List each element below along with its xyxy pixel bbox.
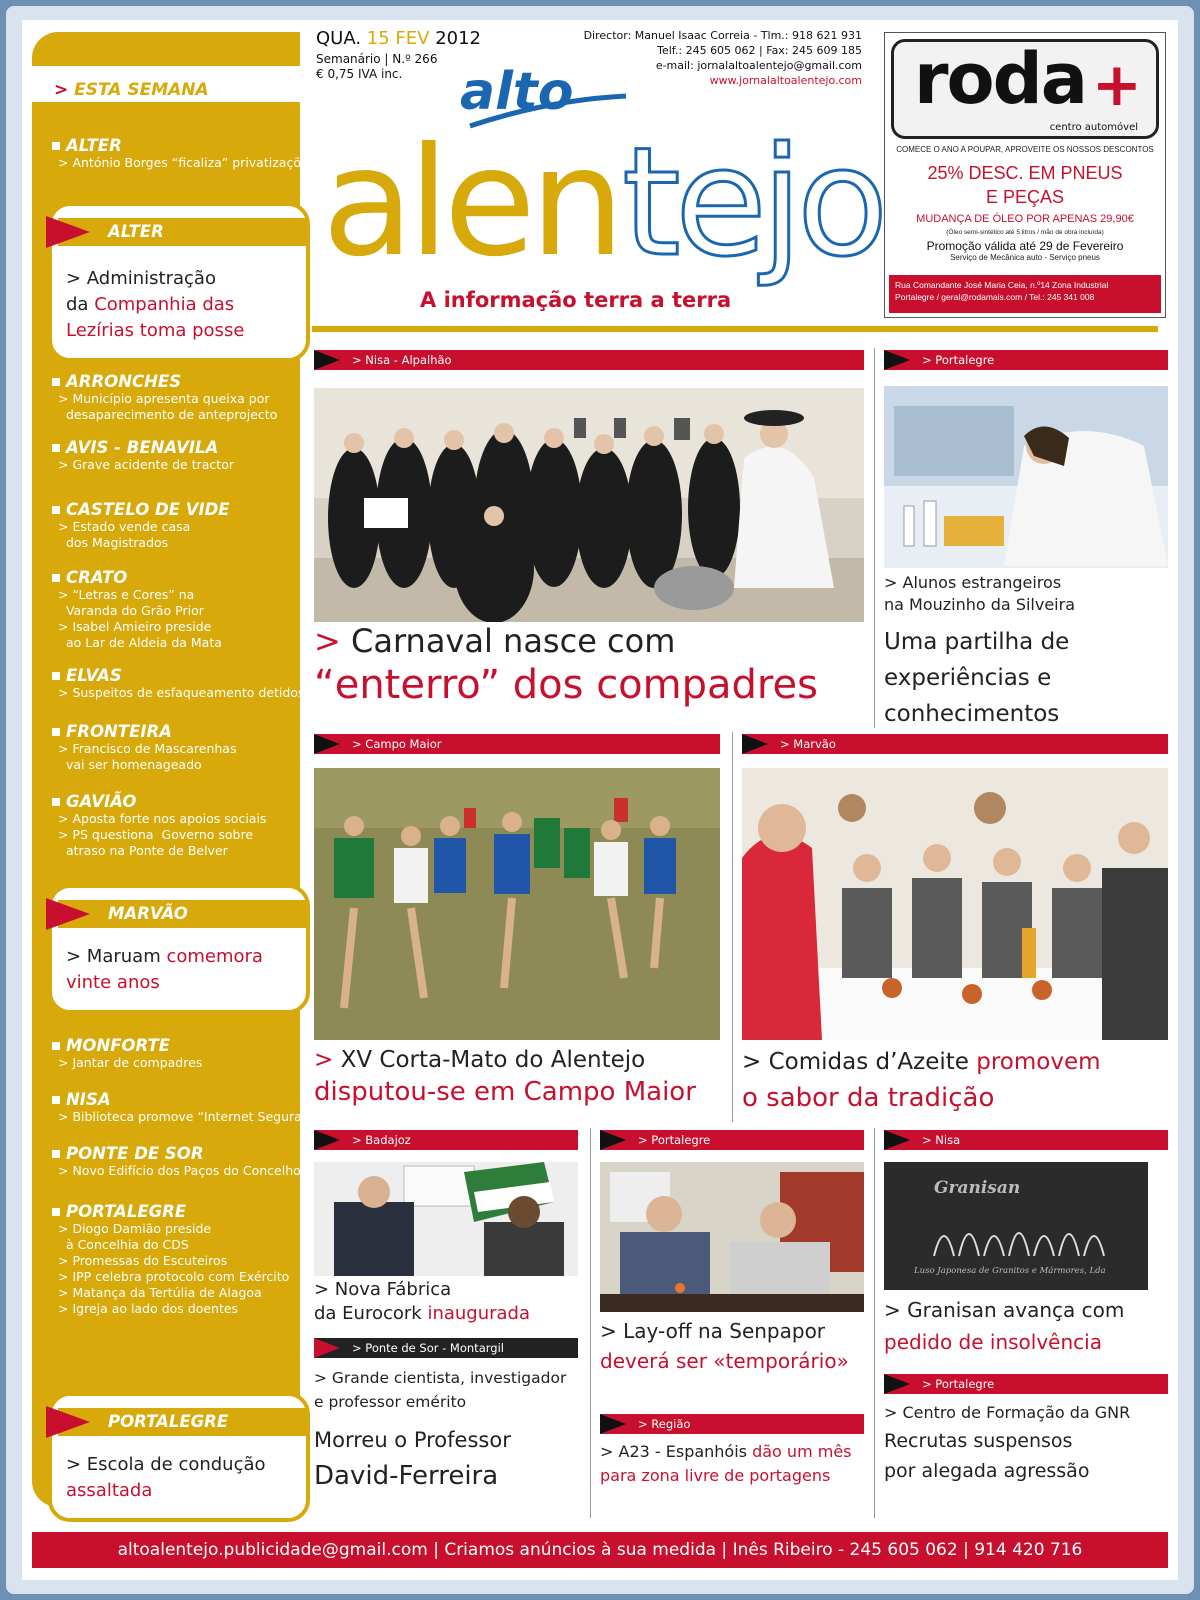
callout-text: > Administração da Companhia das Lezírias toma posse bbox=[66, 268, 245, 341]
sidebar-section-alter[interactable]: ALTER > António Borges “ficaliza” privatizações bbox=[52, 136, 315, 171]
column-divider bbox=[874, 348, 875, 728]
photo-comidas-azeite[interactable] bbox=[742, 768, 1168, 1040]
ad-line: Promoção válida até 29 de Fevereiro bbox=[926, 239, 1124, 253]
section-tag-portalegre-2: > Portalegre bbox=[600, 1130, 864, 1150]
issue-info: Semanário | N.º 266 € 0,75 IVA inc. bbox=[316, 52, 438, 81]
ad-line: MUDANÇA DE ÓLEO POR APENAS 29,90€ bbox=[916, 213, 1134, 225]
issue-date: QUA. 15 FEV 2012 bbox=[316, 28, 482, 49]
granisan-logo-icon bbox=[924, 1206, 1114, 1262]
headline-a23[interactable]: > A23 - Espanhóis dão um mês para zona livre de portagens bbox=[600, 1442, 852, 1485]
masthead-rule bbox=[312, 326, 1158, 332]
section-tag-campo-maior: > Campo Maior bbox=[314, 734, 720, 754]
callout-title-bar: MARVÃO bbox=[58, 900, 308, 928]
kicker-cientista: > Grande cientista, investigador e professor emérito bbox=[314, 1369, 567, 1411]
callout-title-bar: PORTALEGRE bbox=[58, 1408, 308, 1436]
ad-headline: 25% DESC. EM PNEUS E PEÇAS bbox=[927, 163, 1123, 207]
logo-alen: alen bbox=[322, 116, 619, 290]
headline-partilha[interactable]: Uma partilha de experiências e conhecimentos bbox=[884, 629, 1070, 727]
sidebar bbox=[32, 32, 316, 1507]
sidebar-section-elvas[interactable]: ELVAS > Suspeitos de esfaqueamento detidos bbox=[52, 666, 304, 701]
sidebar-section-fronteira[interactable]: FRONTEIRA > Francisco de Mascarenhas vai ser homenageado bbox=[52, 722, 236, 773]
logo-tejo: tejo bbox=[622, 116, 883, 290]
headline-carnaval[interactable]: > Carnaval nasce com “enterro” dos compadres bbox=[314, 622, 818, 708]
sidebar-section-crato[interactable]: CRATO > “Letras e Cores” na Varanda do Grão Prior > Isabel Amieiro preside ao Lar de Aldeia da Mata bbox=[52, 568, 222, 651]
section-tag-nisa: > Nisa bbox=[884, 1130, 1168, 1150]
sidebar-section-arronches[interactable]: ARRONCHES > Município apresenta queixa por desaparecimento de anteprojecto bbox=[52, 372, 277, 423]
column-divider bbox=[732, 732, 733, 1122]
newspaper-front-page bbox=[22, 20, 1178, 1580]
photo-senpapor[interactable] bbox=[600, 1162, 864, 1312]
ad-line: Serviço de Mecânica auto - Serviço pneus bbox=[950, 253, 1100, 262]
headline-senpapor[interactable]: > Lay-off na Senpapor deverá ser «temporário» bbox=[600, 1319, 849, 1373]
headline-recrutas[interactable]: Recrutas suspensos por alegada agressão bbox=[884, 1430, 1090, 1482]
section-tag-nisa-alpalhao: > Nisa - Alpalhão bbox=[314, 350, 864, 370]
headline-granisan[interactable]: > Granisan avança com pedido de insolvência bbox=[884, 1298, 1125, 1354]
sidebar-section-nisa[interactable]: NISA > Biblioteca promove “Internet Segura” bbox=[52, 1090, 308, 1125]
photo-corta-mato[interactable] bbox=[314, 768, 720, 1040]
sidebar-section-monforte[interactable]: MONFORTE > Jantar de compadres bbox=[52, 1036, 202, 1071]
callout-text: > Escola de condução assaltada bbox=[66, 1454, 266, 1501]
callout-flag-icon bbox=[46, 1406, 90, 1438]
column-divider bbox=[590, 1128, 591, 1518]
sidebar-section-castelo-de-vide[interactable]: CASTELO DE VIDE > Estado vende casa dos Magistrados bbox=[52, 500, 230, 551]
kicker-gnr: > Centro de Formação da GNR bbox=[884, 1403, 1131, 1422]
callout-portalegre[interactable] bbox=[48, 1392, 310, 1522]
headline-david-ferreira[interactable]: Morreu o Professor David-Ferreira bbox=[314, 1428, 511, 1491]
sidebar-section-gaviao[interactable]: GAVIÃO > Aposta forte nos apoios sociais > PS questiona Governo sobre atraso na Ponte de Belver bbox=[52, 792, 266, 859]
granisan-sign-text: Granisan bbox=[934, 1178, 1021, 1198]
photo-eurocork[interactable] bbox=[314, 1162, 578, 1276]
photo-granisan[interactable] bbox=[884, 1162, 1148, 1290]
section-tag-portalegre-3: > Portalegre bbox=[884, 1374, 1168, 1394]
kicker-alunos: > Alunos estrangeiros na Mouzinho da Silveira bbox=[884, 573, 1075, 614]
headline-eurocork[interactable]: > Nova Fábrica da Eurocork inaugurada bbox=[314, 1279, 531, 1324]
section-tag-marvao: > Marvão bbox=[742, 734, 1168, 754]
callout-text: > Maruam comemora vinte anos bbox=[66, 946, 263, 993]
ad-line: (Óleo semi-sintético até 5 litros / mão de obra incluída) bbox=[946, 229, 1104, 236]
section-tag-badajoz: > Badajoz bbox=[314, 1130, 578, 1150]
website-link[interactable]: www.jornalaltoalentejo.com bbox=[709, 74, 862, 87]
contact-block: Director: Manuel Isaac Correia - Tlm.: 918 621 931 Telf.: 245 605 062 | Fax: 245 609 185 e-mail: jornalaltoalentejo@gmail.com www.jornalaltoalentejo.com bbox=[583, 29, 862, 87]
logo-alto: alto bbox=[460, 62, 574, 122]
ad-address-bar: Rua Comandante José Maria Ceia, n.º14 Zona Industrial Portalegre / geral@rodamais.com / Tel.: 245 341 008 bbox=[889, 275, 1161, 313]
callout-marvao[interactable] bbox=[48, 884, 310, 1014]
section-tag-ponte-de-sor: > Ponte de Sor - Montargil bbox=[314, 1338, 578, 1358]
photo-lab[interactable] bbox=[884, 386, 1168, 568]
advertisement-roda[interactable] bbox=[884, 32, 1166, 318]
sidebar-section-avis[interactable]: AVIS - BENAVILA > Grave acidente de tractor bbox=[52, 438, 234, 473]
column-divider bbox=[874, 1128, 875, 1518]
ad-logo: roda + centro automóvel bbox=[891, 39, 1159, 139]
callout-alter[interactable] bbox=[48, 202, 310, 362]
callout-flag-icon bbox=[46, 216, 90, 248]
tagline: A informação terra a terra bbox=[420, 288, 732, 312]
sidebar-heading: > ESTA SEMANA bbox=[54, 80, 209, 100]
granisan-sign-subtitle: Luso Japonesa de Granitos e Mármores, Lda bbox=[914, 1266, 1106, 1276]
callout-flag-icon bbox=[46, 898, 90, 930]
callout-title-bar: ALTER bbox=[58, 218, 308, 246]
sidebar-section-portalegre[interactable]: PORTALEGRE > Diogo Damião preside à Concelhia do CDS > Promessas do Escuteiros > IPP celebra protocolo com Exército > Matança da Tertúlia de Alagoa > Igreja ao lado dos doentes bbox=[52, 1202, 289, 1317]
section-tag-regiao: > Região bbox=[600, 1414, 864, 1434]
section-tag-portalegre: > Portalegre bbox=[884, 350, 1168, 370]
headline-corta-mato[interactable]: > XV Corta-Mato do Alentejo disputou-se em Campo Maior bbox=[314, 1047, 696, 1107]
sidebar-section-ponte-de-sor[interactable]: PONTE DE SOR > Novo Edifício dos Paços do Concelho bbox=[52, 1144, 301, 1179]
photo-carnaval[interactable] bbox=[314, 388, 864, 622]
footer-advertising-bar[interactable]: altoalentejo.publicidade@gmail.com | Criamos anúncios à sua medida | Inês Ribeiro - 245 605 062 | 914 420 716 bbox=[32, 1532, 1168, 1568]
ad-line: COMECE O ANO A POUPAR, APROVEITE OS NOSSOS DESCONTOS bbox=[896, 145, 1154, 154]
headline-comidas-azeite[interactable]: > Comidas d’Azeite promovem o sabor da tradição bbox=[742, 1049, 1101, 1113]
